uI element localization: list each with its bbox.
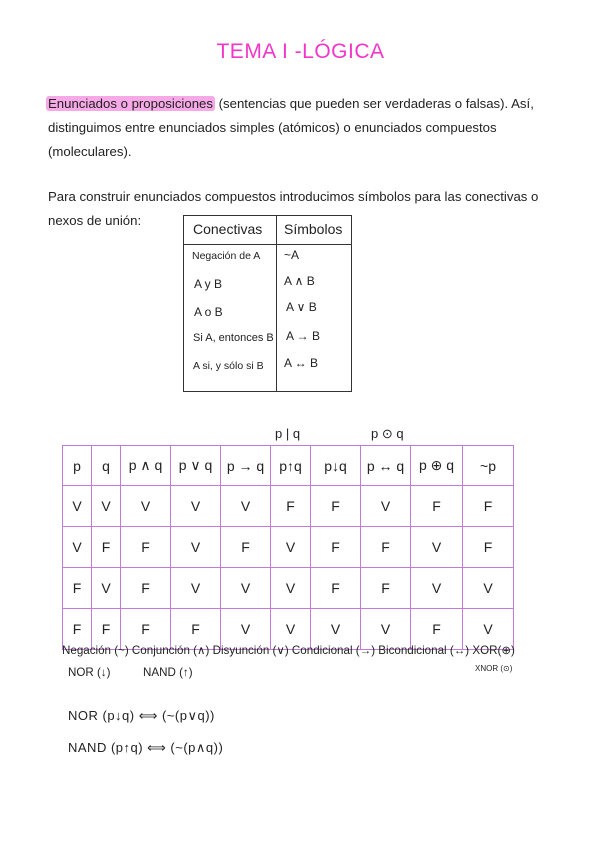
table-cell: F [361,568,411,609]
table-cell: F [121,609,171,650]
table-cell: V [463,609,514,650]
connective-name: Si A, entonces B [193,332,274,344]
column-header: q [92,446,121,486]
table-cell: V [411,527,463,568]
column-header: p ∨ q [171,446,221,486]
table-cell: F [92,609,121,650]
formula-nand: NAND (p↑q) ⟺ (~(p∧q)) [68,740,224,755]
connectives-table [183,215,352,392]
header-conectivas: Conectivas [193,221,263,237]
formula-nor: NOR (p↓q) ⟺ (~(p∨q)) [68,708,215,723]
connective-symbol: A ∨ B [286,300,317,314]
table-cell: F [221,527,271,568]
column-header: ~p [463,446,514,486]
table-cell: V [311,609,361,650]
overlabel-nand: p | q [275,426,301,441]
table-cell: V [463,568,514,609]
table-cell: V [121,486,171,527]
table-cell: F [63,609,92,650]
table-cell: F [411,486,463,527]
table-cell: V [361,486,411,527]
highlighted-term: Enunciados o proposiciones [48,96,213,111]
connective-symbol: A ↔ B [284,356,319,370]
intro-line-1 [48,92,578,116]
table-row [63,486,514,527]
table-cell: V [221,486,271,527]
intro-paragraph [48,92,578,164]
table-cell: F [171,609,221,650]
connectives-line-2: nexos de unión: [48,213,142,228]
connective-symbol: A → B [286,329,321,343]
table-cell: F [271,486,311,527]
table-cell: F [121,568,171,609]
connective-name: A o B [194,305,223,319]
table-divider [276,216,277,391]
legend-nor: NOR (↓) [68,666,111,679]
table-cell: F [463,527,514,568]
connective-symbol: A ∧ B [284,274,315,288]
column-header: p ∧ q [121,446,171,486]
connective-symbol: ~A [284,248,300,262]
table-cell: F [92,527,121,568]
column-header: p [63,446,92,486]
table-cell: V [92,486,121,527]
table-cell: F [361,527,411,568]
legend-nand: NAND (↑) [143,666,193,679]
legend-xnor: XNOR (⊙) [475,664,513,673]
legend-line-1: Negación (~) Conjunción (∧) Disyunción (∨) Condicional (→) Bicondicional (↔) XOR(⊕) [62,644,515,657]
table-cell: V [63,486,92,527]
intro-line-3: (moleculares). [48,144,132,159]
connectives-line-1: Para construir enunciados compuestos introducimos símbolos para las conectivas o [48,189,539,204]
table-cell: V [63,527,92,568]
connective-name: A y B [194,277,223,291]
table-cell: F [311,527,361,568]
intro-line-2: distinguimos entre enunciados simples (atómicos) o enunciados compuestos [48,120,497,135]
column-header: p ⊕ q [411,446,463,486]
column-header: p → q [221,446,271,486]
table-cell: F [311,486,361,527]
column-header: p ↔ q [361,446,411,486]
page-title: TEMA I -LÓGICA [216,40,385,63]
column-header: p↓q [311,446,361,486]
table-divider [184,244,351,245]
table-row [63,568,514,609]
truth-table [62,445,514,650]
table-cell: F [63,568,92,609]
overlabel-xnor: p ⊙ q [371,426,404,441]
table-row [63,527,514,568]
column-header: p↑q [271,446,311,486]
table-cell: V [92,568,121,609]
table-cell: F [463,486,514,527]
table-cell: V [171,527,221,568]
table-cell: V [171,568,221,609]
table-cell: V [271,609,311,650]
table-cell: V [411,568,463,609]
connective-name: A si, y sólo si B [193,360,264,372]
header-simbolos: Símbolos [284,221,343,237]
table-cell: V [271,568,311,609]
table-cell: V [361,609,411,650]
table-cell: F [311,568,361,609]
table-header-row [63,446,514,486]
table-cell: V [171,486,221,527]
connective-name: Negación de A [192,250,261,262]
table-cell: V [221,609,271,650]
table-cell: V [271,527,311,568]
table-cell: V [221,568,271,609]
table-cell: F [411,609,463,650]
table-cell: F [121,527,171,568]
intro-rest: (sentencias que pueden ser verdaderas o falsas). Así, [218,96,534,111]
